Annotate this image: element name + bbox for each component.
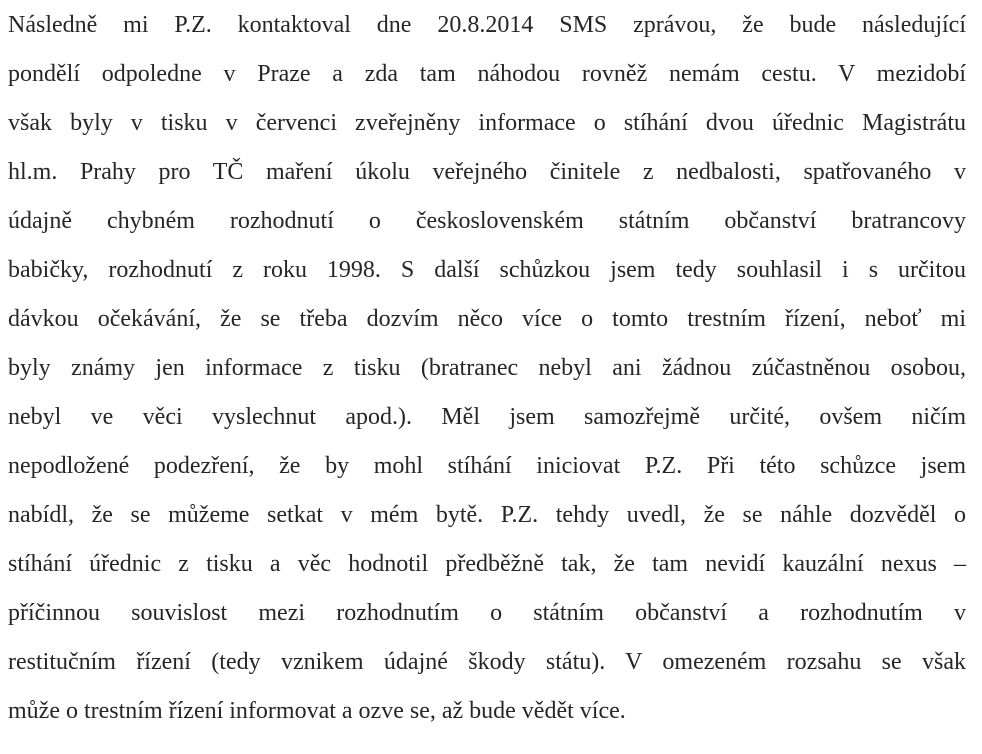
text-line: stíhání úřednic z tisku a věc hodnotil předběžně tak, že tam nevidí kauzální nexus – [8,551,966,577]
text-line: dávkou očekávání, že se třeba dozvím něco více o tomto trestním řízení, neboť mi [8,306,966,332]
text-line: babičky, rozhodnutí z roku 1998. S další schůzkou jsem tedy souhlasil i s určitou [8,257,966,283]
text-line: údajně chybném rozhodnutí o československém státním občanství bratrancovy [8,208,966,234]
text-line: Následně mi P.Z. kontaktoval dne 20.8.2014 SMS zprávou, že bude následující [8,12,966,38]
text-line: příčinnou souvislost mezi rozhodnutím o státním občanství a rozhodnutím v [8,600,966,626]
text-line: hl.m. Prahy pro TČ maření úkolu veřejného činitele z nedbalosti, spatřovaného v [8,159,966,185]
text-line: nebyl ve věci vyslechnut apod.). Měl jsem samozřejmě určité, ovšem ničím [8,404,966,430]
text-line: pondělí odpoledne v Praze a zda tam náhodou rovněž nemám cestu. V mezidobí [8,61,966,87]
text-line-last: může o trestním řízení informovat a ozve se, až bude vědět více. [8,698,626,724]
text-line: byly známy jen informace z tisku (bratranec nebyl ani žádnou zúčastněnou osobou, [8,355,966,381]
text-line: nepodložené podezření, že by mohl stíhání iniciovat P.Z. Při této schůzce jsem [8,453,966,479]
text-line: však byly v tisku v červenci zveřejněny informace o stíhání dvou úřednic Magistrátu [8,110,966,136]
text-line: nabídl, že se můžeme setkat v mém bytě. P.Z. tehdy uvedl, že se náhle dozvěděl o [8,502,966,528]
text-line: restitučním řízení (tedy vznikem údajné škody státu). V omezeném rozsahu se však [8,649,966,675]
document-page [8,0,966,754]
